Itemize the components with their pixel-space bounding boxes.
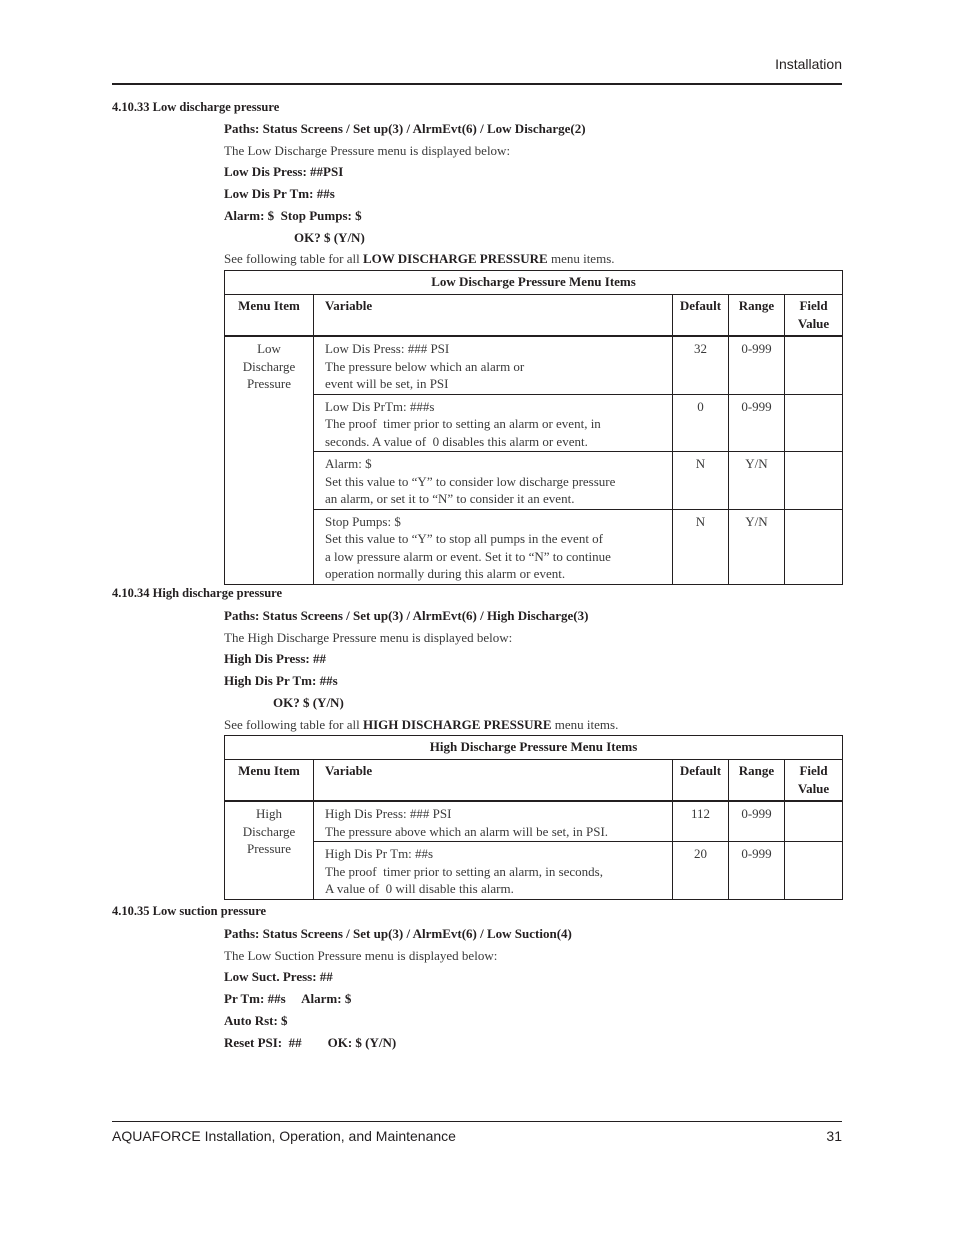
section-heading-33: 4.10.33 Low discharge pressure bbox=[112, 100, 280, 114]
variable-cell: High Dis Press: ### PSI The pressure above which an alarm will be set, in PSI. bbox=[314, 801, 673, 842]
table-caption: Low Discharge Pressure Menu Items bbox=[225, 271, 843, 295]
default-cell: 112 bbox=[673, 801, 729, 842]
field-value-cell bbox=[785, 394, 843, 452]
field-value-cell bbox=[785, 801, 843, 842]
range-cell: 0-999 bbox=[729, 801, 785, 842]
menu-item-cell: Low Discharge Pressure bbox=[225, 336, 314, 584]
range-cell: 0-999 bbox=[729, 394, 785, 452]
table-row bbox=[225, 842, 843, 900]
menu-line: High Dis Pr Tm: ##s bbox=[224, 673, 338, 688]
range-cell: 0-999 bbox=[729, 336, 785, 394]
col-header-range: Range bbox=[729, 295, 785, 337]
menu-line: Reset PSI: ## OK: $ (Y/N) bbox=[224, 1035, 397, 1050]
intro-35: The Low Suction Pressure menu is displayed below: bbox=[224, 948, 498, 963]
col-header-default: Default bbox=[673, 295, 729, 337]
section-heading-34: 4.10.34 High discharge pressure bbox=[112, 586, 283, 600]
table-row bbox=[225, 394, 843, 452]
menu-line: Low Dis Press: ##PSI bbox=[224, 164, 344, 179]
default-cell: 20 bbox=[673, 842, 729, 900]
field-value-cell bbox=[785, 336, 843, 394]
col-header-variable: Variable bbox=[314, 760, 673, 802]
variable-cell: Low Dis PrTm: ###s The proof timer prior to setting an alarm or event, in seconds. A value of 0 disables this alarm or event. bbox=[314, 394, 673, 452]
paths-35: Paths: Status Screens / Set up(3) / AlrmEvt(6) / Low Suction(4) bbox=[224, 926, 572, 941]
menu-line: Alarm: $ Stop Pumps: $ bbox=[224, 208, 362, 223]
table-row bbox=[225, 452, 843, 510]
default-cell: N bbox=[673, 452, 729, 510]
range-cell: Y/N bbox=[729, 452, 785, 510]
footer-doc-title: AQUAFORCE Installation, Operation, and Maintenance bbox=[112, 1128, 456, 1144]
table-row bbox=[225, 509, 843, 584]
intro-34: The High Discharge Pressure menu is displayed below: bbox=[224, 630, 513, 645]
variable-cell: High Dis Pr Tm: ##s The proof timer prior to setting an alarm, in seconds, A value of 0 will disable this alarm. bbox=[314, 842, 673, 900]
see-table-34: See following table for all HIGH DISCHARGE PRESSURE menu items. bbox=[224, 717, 619, 732]
menu-line: OK? $ (Y/N) bbox=[294, 230, 365, 245]
col-header-field-value: Field Value bbox=[785, 295, 843, 337]
high-discharge-table bbox=[224, 735, 843, 900]
section-heading-35: 4.10.35 Low suction pressure bbox=[112, 904, 267, 918]
field-value-cell bbox=[785, 509, 843, 584]
col-header-menu-item: Menu Item bbox=[225, 760, 314, 802]
col-header-menu-item: Menu Item bbox=[225, 295, 314, 337]
col-header-variable: Variable bbox=[314, 295, 673, 337]
variable-cell: Low Dis Press: ### PSI The pressure below which an alarm or event will be set, in PSI bbox=[314, 336, 673, 394]
table-caption: High Discharge Pressure Menu Items bbox=[225, 736, 843, 760]
table-row bbox=[225, 801, 843, 842]
variable-cell: Stop Pumps: $ Set this value to “Y” to stop all pumps in the event of a low pressure alarm or event. Set it to “N” to continue operation normally during this alarm or event. bbox=[314, 509, 673, 584]
field-value-cell bbox=[785, 842, 843, 900]
col-header-range: Range bbox=[729, 760, 785, 802]
col-header-field-value: Field Value bbox=[785, 760, 843, 802]
low-discharge-table bbox=[224, 270, 843, 585]
range-cell: Y/N bbox=[729, 509, 785, 584]
header-rule bbox=[112, 83, 842, 85]
variable-cell: Alarm: $ Set this value to “Y” to consider low discharge pressure an alarm, or set it to “N” to consider it an event. bbox=[314, 452, 673, 510]
range-cell: 0-999 bbox=[729, 842, 785, 900]
field-value-cell bbox=[785, 452, 843, 510]
intro-33: The Low Discharge Pressure menu is displayed below: bbox=[224, 143, 511, 158]
default-cell: N bbox=[673, 509, 729, 584]
menu-line: Pr Tm: ##s Alarm: $ bbox=[224, 991, 352, 1006]
default-cell: 32 bbox=[673, 336, 729, 394]
menu-line: Low Dis Pr Tm: ##s bbox=[224, 186, 335, 201]
running-header: Installation bbox=[775, 56, 842, 72]
menu-line: Low Suct. Press: ## bbox=[224, 969, 333, 984]
default-cell: 0 bbox=[673, 394, 729, 452]
see-table-33: See following table for all LOW DISCHARGE PRESSURE menu items. bbox=[224, 251, 615, 266]
menu-line: Auto Rst: $ bbox=[224, 1013, 288, 1028]
footer-rule bbox=[112, 1121, 842, 1122]
menu-line: OK? $ (Y/N) bbox=[273, 695, 344, 710]
menu-line: High Dis Press: ## bbox=[224, 651, 326, 666]
table-row bbox=[225, 336, 843, 394]
paths-33: Paths: Status Screens / Set up(3) / AlrmEvt(6) / Low Discharge(2) bbox=[224, 121, 586, 136]
page-number: 31 bbox=[826, 1128, 842, 1144]
menu-item-cell: High Discharge Pressure bbox=[225, 801, 314, 899]
col-header-default: Default bbox=[673, 760, 729, 802]
paths-34: Paths: Status Screens / Set up(3) / AlrmEvt(6) / High Discharge(3) bbox=[224, 608, 589, 623]
